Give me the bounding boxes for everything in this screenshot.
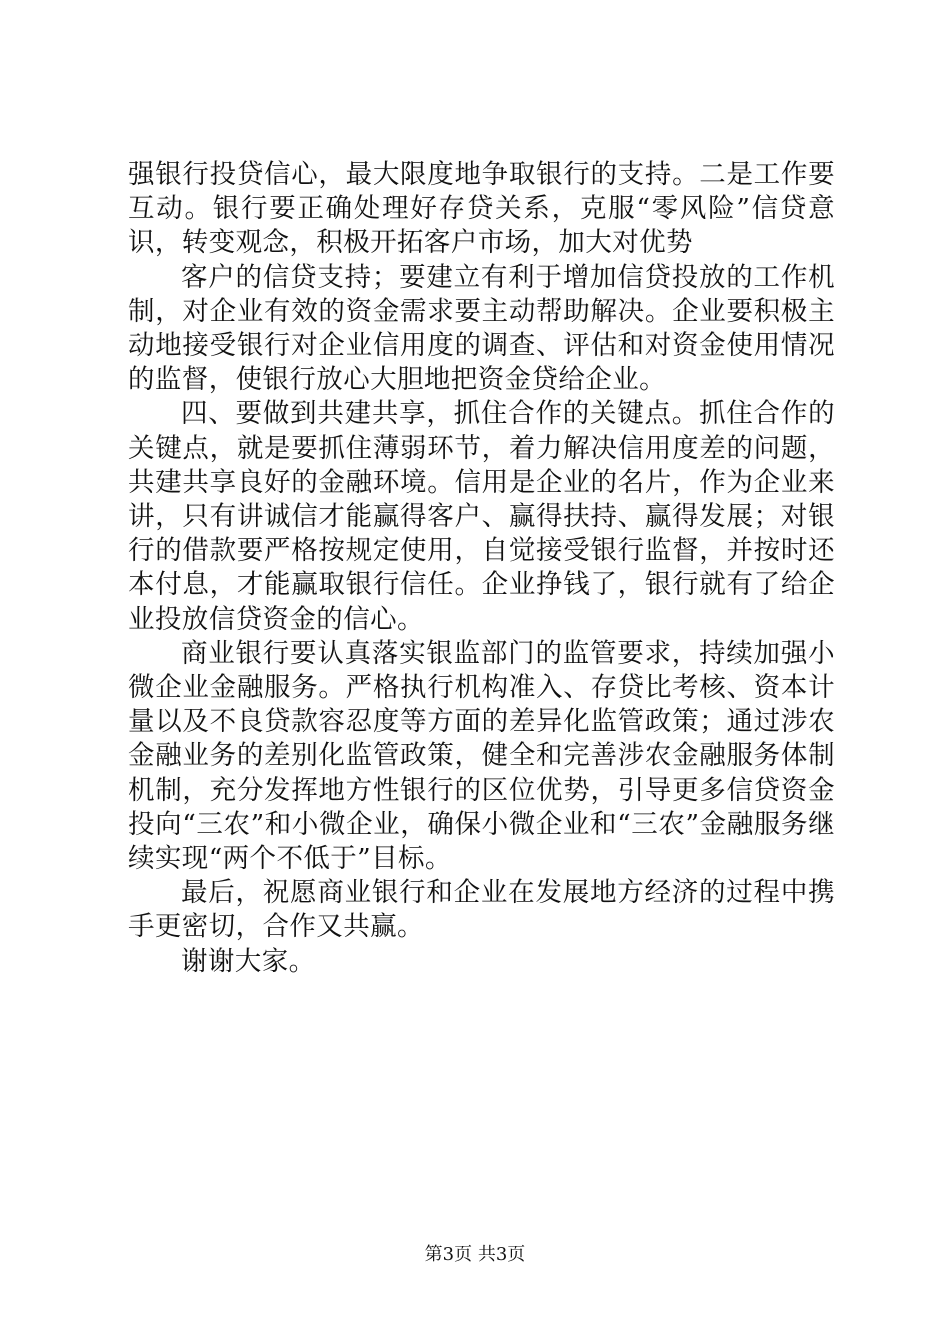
paragraph-6: 谢谢大家。 (181, 945, 316, 977)
paragraph-3: 四、要做到共建共享，抓住合作的关键点。抓住合作的关键点，就是要抓住薄弱环节，着力解决信用度差的问题，共建共享良好的金融环境。信用是企业的名片，作为企业来讲，只有讲诚信才能赢得客户、赢得扶持、赢得发展；对银行的借款要严格按规定使用，自觉接受银行监督，并按时还本付息，才能赢取银行信任。企业挣钱了，银行就有了给企业投放信贷资金的信心。 (128, 398, 835, 635)
document-body (128, 158, 835, 979)
paragraph-4: 商业银行要认真落实银监部门的监管要求，持续加强小微企业金融服务。严格执行机构准入、存贷比考核、资本计量以及不良贷款容忍度等方面的差异化监管政策；通过涉农金融业务的差别化监管政策，健全和完善涉农金融服务体制机制，充分发挥地方性银行的区位优势，引导更多信贷资金投向“三农”和小微企业，确保小微企业和“三农”金融服务继续实现“两个不低于”目标。 (128, 637, 835, 875)
paragraph-2: 客户的信贷支持；要建立有利于增加信贷投放的工作机制，对企业有效的资金需求要主动帮助解决。企业要积极主动地接受银行对企业信用度的调查、评估和对资金使用情况的监督，使银行放心大胆地把资金贷给企业。 (128, 261, 835, 396)
paragraph-1: 强银行投贷信心，最大限度地争取银行的支持。二是工作要互动。银行要正确处理好存贷关系，克服“零风险”信贷意识，转变观念，积极开拓客户市场，加大对优势 (128, 159, 835, 259)
paragraph-5: 最后，祝愿商业银行和企业在发展地方经济的过程中携手更密切，合作又共赢。 (128, 877, 835, 943)
page-number-footer: 第3页 共3页 (424, 1244, 526, 1265)
